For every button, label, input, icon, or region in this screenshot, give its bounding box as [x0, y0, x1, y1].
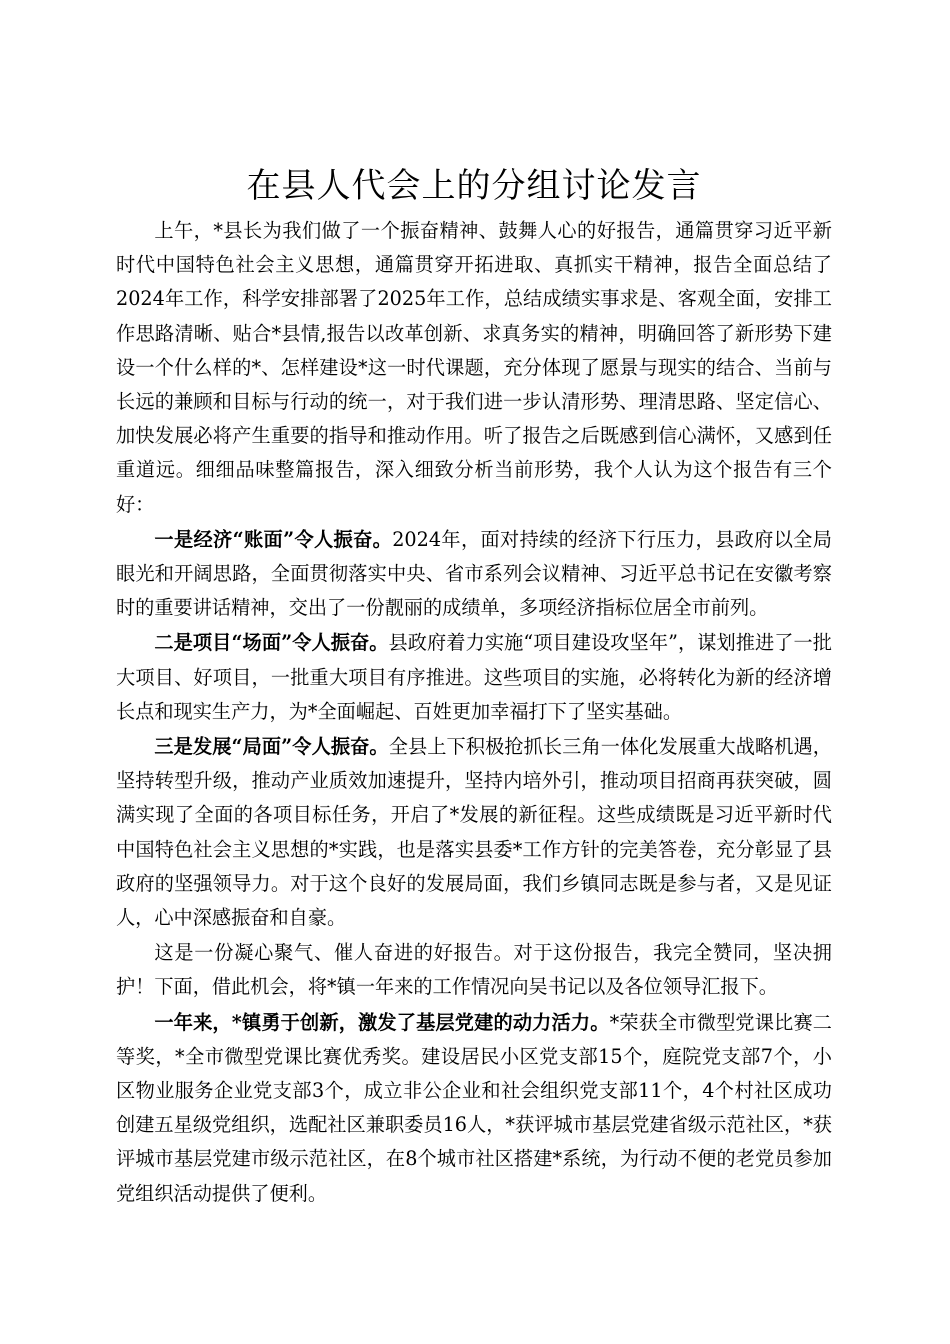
paragraph-lead: 三是发展“局面”令人振奋。: [154, 735, 389, 759]
paragraph-text: 这是一份凝心聚气、催人奋进的好报告。对于这份报告，我完全赞同，坚决拥护！下面，借此机会，将*镇一年来的工作情况向吴书记以及各位领导汇报下。: [116, 941, 832, 999]
paragraph-text: 上午，*县长为我们做了一个振奋精神、鼓舞人心的好报告，通篇贯穿习近平新时代中国特色社会主义思想，通篇贯穿开拓进取、真抓实干精神，报告全面总结了2024年工作，科学安排部署了2025年工作，总结成绩实事求是、客观全面，安排工作思路清晰、贴合*县情,报告以改革创新、求真务实的精神，明确回答了新形势下建设一个什么样的*、怎样建设*这一时代课题，充分体现了愿景与现实的结合、当前与长远的兼顾和目标与行动的统一，对于我们进一步认清形势、理清思路、坚定信心、加快发展必将产生重要的指导和推动作用。听了报告之后既感到信心满怀，又感到任重道远。细细品味整篇报告，深入细致分析当前形势，我个人认为这个报告有三个好：: [116, 219, 832, 516]
paragraph-lead: 一年来，*镇勇于创新，激发了基层党建的动力活力。: [154, 1010, 610, 1034]
paragraph-text: 县政府着力实施“项目建设攻坚年”，谋划推进了一批大项目、好项目，一批重大项目有序推进。这些项目的实施，必将转化为新的经济增长点和现实生产力，为*全面崛起、百姓更加幸福打下了坚实基础。: [116, 631, 832, 723]
document-page: [116, 160, 832, 1212]
paragraph-economy: [116, 523, 832, 626]
paragraph-lead: 二是项目“场面”令人振奋。: [154, 631, 389, 655]
paragraph-development: [116, 730, 832, 935]
document-title: 在县人代会上的分组讨论发言: [246, 166, 702, 206]
paragraph-endorsement: [116, 936, 832, 1004]
paragraph-projects: [116, 626, 832, 729]
paragraph-text: *荣获全市微型党课比赛二等奖，*全市微型党课比赛优秀奖。建设居民小区党支部15个，庭院党支部7个，小区物业服务企业党支部3个，成立非公企业和社会组织党支部11个，4个村社区成功创建五星级党组织，选配社区兼职委员16人，*获评城市基层党建省级示范社区，*获评城市基层党建市级示范社区，在8个城市社区搭建*系统，为行动不便的老党员参加党组织活动提供了便利。: [116, 1010, 832, 1205]
paragraph-intro: [116, 214, 832, 522]
paragraph-text: 全县上下积极抢抓长三角一体化发展重大战略机遇，坚持转型升级，推动产业质效加速提升，坚持内培外引，推动项目招商再获突破，圆满实现了全面的各项目标任务，开启了*发展的新征程。这些成绩既是习近平新时代中国特色社会主义思想的*实践，也是落实县委*工作方针的完美答卷，充分彰显了县政府的坚强领导力。对于这个良好的发展局面，我们乡镇同志既是参与者，又是见证人，心中深感振奋和自豪。: [116, 735, 832, 930]
paragraph-text: 2024年，面对持续的经济下行压力，县政府以全局眼光和开阔思路，全面贯彻落实中央、省市系列会议精神、习近平总书记在安徽考察时的重要讲话精神，交出了一份靓丽的成绩单，多项经济指标位居全市前列。: [116, 527, 832, 620]
paragraph-party-building: [116, 1006, 832, 1211]
paragraph-lead: 一是经济“账面”令人振奋。: [154, 527, 393, 551]
